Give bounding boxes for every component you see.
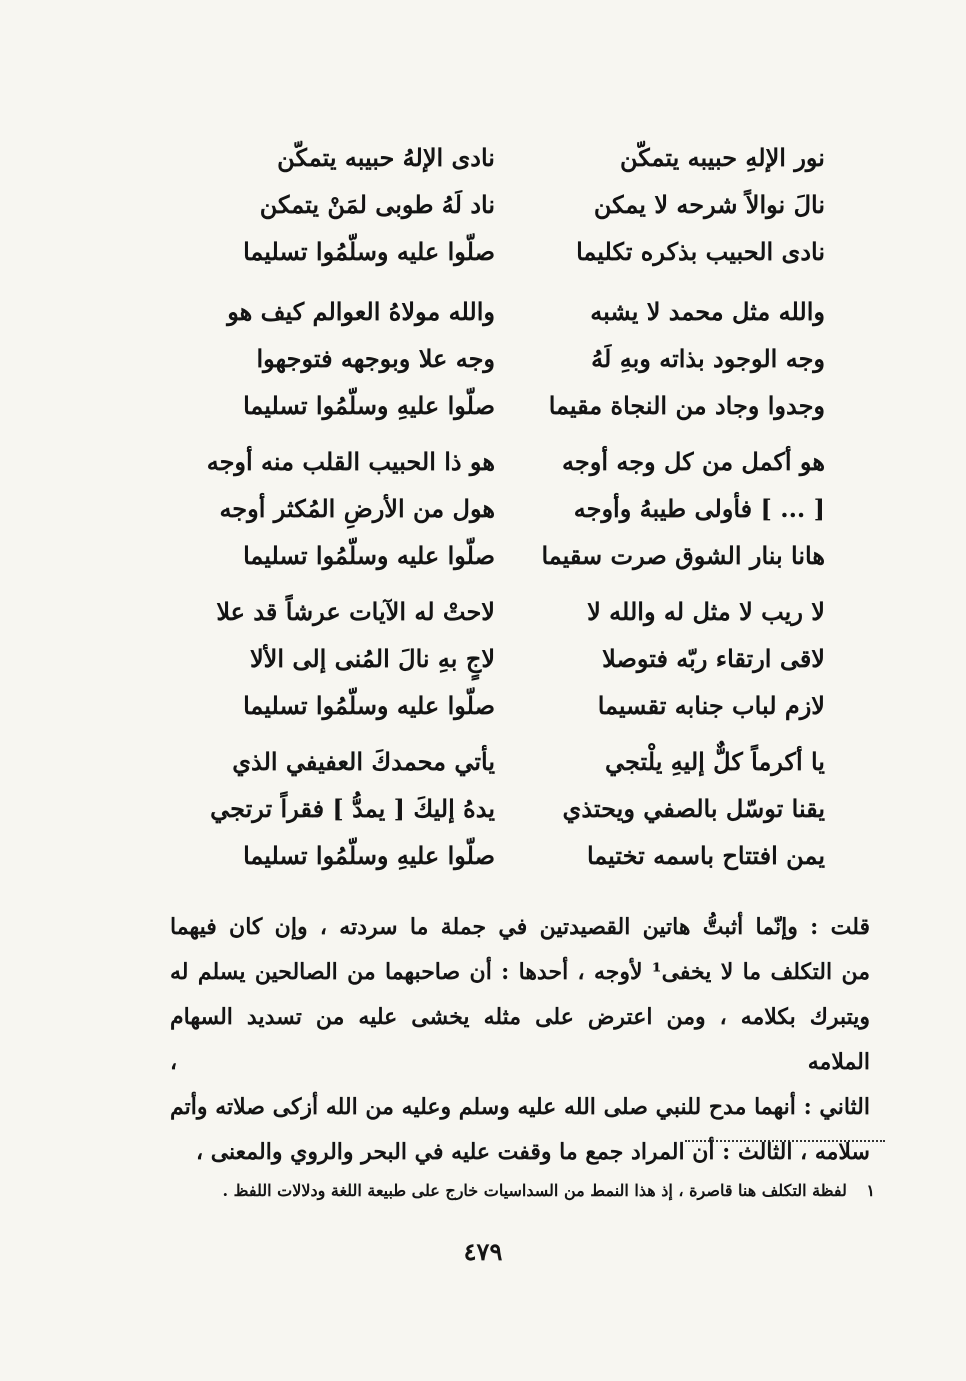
second-hemistich: يأتي محمدكَ العفيفي الذي: [232, 747, 495, 776]
poem-stanza: [195, 288, 825, 429]
poem-line: [195, 288, 825, 335]
poem-stanza: [195, 134, 825, 275]
first-hemistich: لازم لباب جنابه تقسيما: [597, 691, 825, 720]
first-hemistich: لا ريب لا مثل له والله لا: [587, 597, 825, 626]
first-hemistich: نور الإلهِ حبيبه يتمكّن: [619, 143, 825, 172]
poem-line: [195, 485, 825, 532]
poem-stanza: [195, 588, 825, 729]
second-hemistich: هول من الأرضِ المُكثر أوجه: [219, 494, 495, 523]
poem-line: [195, 532, 825, 579]
second-hemistich: لاجٍ بهِ نالَ المُنى إلى الألا: [249, 644, 495, 673]
first-hemistich: نادى الحبيب بذكره تكليما: [576, 237, 825, 266]
prose-line: سلامه ، الثالث : أن المراد جمع ما وقفت عليه في البحر والروي والمعنى ،: [195, 1139, 870, 1165]
second-hemistich: صلّوا عليهِ وسلّمُوا تسليما: [243, 391, 495, 420]
poem-line: [195, 228, 825, 275]
second-hemistich: صلّوا عليه وسلّمُوا تسليما: [243, 541, 495, 570]
poem-line: [195, 335, 825, 382]
poem-line: [195, 438, 825, 485]
first-hemistich: [ ... ] فأولى طيبهُ وأوجه: [573, 494, 825, 523]
first-hemistich: يقنا توسّل بالصفي ويحتذي: [562, 794, 825, 823]
second-hemistich: صلّوا عليهِ وسلّمُوا تسليما: [243, 841, 495, 870]
prose-paragraph: [170, 905, 870, 1175]
first-hemistich: وجه الوجود بذاته وبهِ لَهُ: [591, 344, 825, 373]
prose-line: الثاني : أنهما مدح للنبي صلى الله عليه وسلم وعليه من الله أزكى صلاته وأتم: [170, 1094, 870, 1120]
prose-line: ويتبرك بكلامه ، ومن اعترض على مثله يخشى عليه من تسديد السهام الملامه ،: [170, 1004, 870, 1075]
poem-line: [195, 832, 825, 879]
footnote-text: لفظة التكلف هنا قاصرة ، إذ هذا النمط من السداسيات خارج على طبيعة اللغة ودلالات اللفظ .: [222, 1181, 847, 1200]
poem-line: [195, 738, 825, 785]
second-hemistich: لاحتْ له الآيات عرشاً قد علا: [216, 597, 495, 626]
second-hemistich: ناد لَهُ طوبى لمَنْ يتمكن: [259, 190, 495, 219]
page-number: ٤٧٩: [463, 1237, 503, 1266]
second-hemistich: صلّوا عليه وسلّمُوا تسليما: [243, 691, 495, 720]
prose-line: من التكلف ما لا يخفى¹ لأوجه ، أحدها : أن صاحبهما من الصالحين يسلم له: [170, 959, 870, 985]
poem-line: [195, 635, 825, 682]
second-hemistich: نادى الإلهُ حبيبه يتمكّن: [277, 143, 495, 172]
second-hemistich: يدهُ إليكَ [ يمدُّ ] فقراً ترتجي: [210, 794, 495, 823]
first-hemistich: والله مثل محمد لا يشبه: [590, 297, 825, 326]
footnote-separator: [685, 1140, 885, 1142]
poem-stanza: [195, 438, 825, 579]
first-hemistich: يمن افتتاح باسمه تختيما: [586, 841, 825, 870]
second-hemistich: صلّوا عليه وسلّمُوا تسليما: [243, 237, 495, 266]
poem-line: [195, 682, 825, 729]
poem-line: [195, 181, 825, 228]
first-hemistich: نالَ نوالاً شرحه لا يمكن: [593, 190, 825, 219]
first-hemistich: يا أكرماً كلٌّ إليهِ يلْتجي: [605, 747, 825, 776]
poem-line: [195, 382, 825, 429]
second-hemistich: والله مولاهُ العوالم كيف هو: [227, 297, 495, 326]
first-hemistich: هو أكمل من كل وجه أوجه: [562, 447, 825, 476]
footnote-number: ١: [866, 1181, 875, 1200]
poem-line: [195, 588, 825, 635]
poem-line: [195, 785, 825, 832]
second-hemistich: هو ذا الحبيب القلب منه أوجه: [206, 447, 495, 476]
second-hemistich: وجه علا وبوجهه فتوجهوا: [256, 344, 495, 373]
first-hemistich: وجدوا وجاد من النجاة مقيما: [548, 391, 825, 420]
first-hemistich: لاقى ارتقاء ربّه فتوصلا: [602, 644, 825, 673]
poem-line: [195, 134, 825, 181]
first-hemistich: هانا بنار الشوق صرت سقيما: [541, 541, 825, 570]
prose-line: قلت : وإنّما أثبتُّ هاتين القصيدتين في جملة ما سردته ، وإن كان فيهما: [170, 914, 870, 940]
poem-stanza: [195, 738, 825, 879]
footnote: [195, 1175, 875, 1207]
